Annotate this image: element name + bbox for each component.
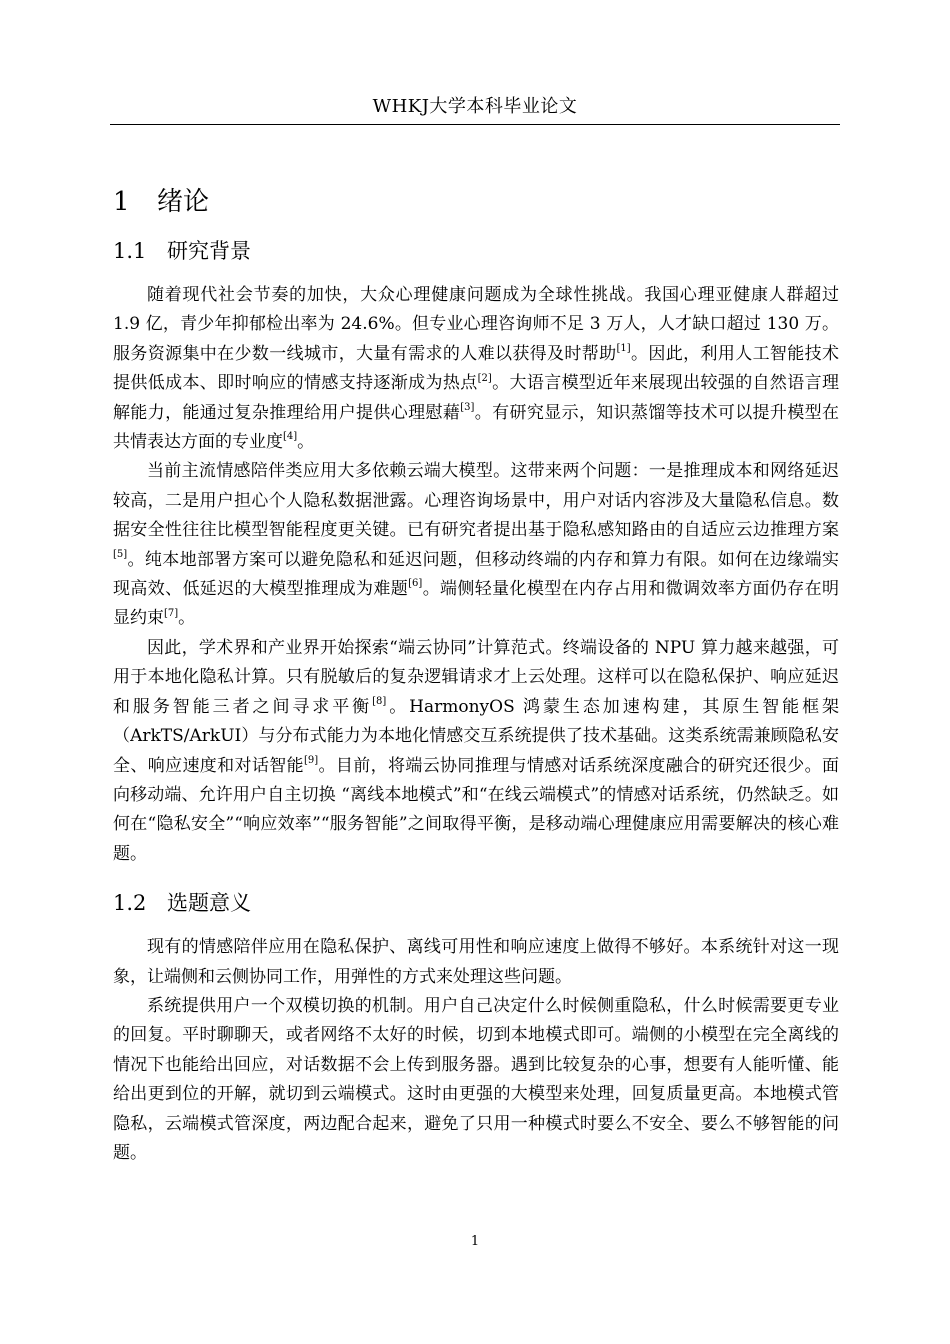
section-heading-1-2 — [113, 885, 839, 921]
page-number: 1 — [470, 1234, 480, 1249]
citation: [1] — [616, 343, 631, 355]
citation: [5] — [113, 549, 128, 560]
citation: [4] — [283, 431, 298, 443]
section-title: 选题意义 — [167, 891, 251, 916]
citation: [6] — [408, 578, 423, 590]
paragraph: 系统提供用户一个双模切换的机制。用户自己决定什么时候侧重隐私，什么时候需要更专业的回复。平时聊聊天，或者网络不太好的时候，切到本地模式即可。端侧的小模型在完全离线的情况下也能给出回应，对话数据不会上传到服务器。遇到比较复杂的心事，想要有人能听懂、能给出更到位的开解，就切到云端模式。这时由更强的大模型来处理，回复质量更高。本地模式管隐私，云端模式管深度，两边配合起来，避免了只用一种模式时要么不安全、要么不够智能的问题。 — [113, 995, 839, 1163]
citation: [2] — [477, 372, 492, 384]
citation: [9] — [303, 754, 319, 766]
page-body — [113, 180, 839, 1168]
paragraph: 现有的情感陪伴应用在隐私保护、离线可用性和响应速度上做得不够好。本系统针对这一现象，让端侧和云侧协同工作，用弹性的方式来处理这些问题。 — [113, 937, 839, 987]
paragraph: 随着现代社会节奏的加快，大众心理健康问题成为全球性挑战。我国心理亚健康人群超过 1.9 亿，青少年抑郁检出率为 24.6%。但专业心理咨询师不足 3 万人，人才缺口超过 130 万。服务资源集中在少数一线城市，大量有需求的人难以获得及时帮助[1]。因此，利用人工智能技术提供低成本、即时响应的情感支持逐渐成为热点[2]。大语言模型近年来展现出较强的自然语言理解能力，能通过复杂推理给用户提供心理慰藉[3]。有研究显示，知识蒸馏等技术可以提升模型在共情表达方面的专业度[4]。 — [113, 285, 840, 453]
citation: [3] — [460, 401, 475, 413]
chapter-title: 绪论 — [157, 187, 210, 217]
chapter-heading — [113, 180, 839, 224]
section-heading-1-1 — [113, 233, 839, 269]
section-number: 1.2 — [113, 891, 147, 916]
citation: [7] — [164, 607, 179, 619]
section-number: 1.1 — [113, 239, 147, 263]
paragraph: 当前主流情感陪伴类应用大多依赖云端大模型。这带来两个问题：一是推理成本和网络延迟较高，二是用户担心个人隐私数据泄露。心理咨询场景中，用户对话内容涉及大量隐私信息。数据安全性往往比模型智能程度更关键。已有研究者提出基于隐私感知路由的自适应云边推理方案[5]。纯本地部署方案可以避免隐私和延迟问题，但移动终端的内存和算力有限。如何在边缘端实现高效、低延迟的大模型推理成为难题[6]。端侧轻量化模型在内存占用和微调效率方面仍存在明显约束[7]。 — [113, 461, 840, 629]
header-rule — [110, 124, 840, 125]
section-title: 研究背景 — [167, 239, 251, 263]
chapter-number: 1 — [113, 187, 130, 217]
citation: [8] — [372, 696, 387, 708]
page-header: WHKJ大学本科毕业论文 — [372, 96, 578, 117]
paragraph: 因此，学术界和产业界开始探索“端云协同”计算范式。终端设备的 NPU 算力越来越强，可用于本地化隐私计算。只有脱敏后的复杂逻辑请求才上云处理。这样可以在隐私保护、响应延迟和服务智能三者之间寻求平衡[8]。HarmonyOS 鸿蒙生态加速构建，其原生智能框架（ArkTS/ArkUI）与分布式能力为本地化情感交互系统提供了技术基础。这类系统需兼顾隐私安全、响应速度和对话智能[9]。目前，将端云协同推理与情感对话系统深度融合的研究还很少。面向移动端、允许用户自主切换 “离线本地模式”和“在线云端模式”的情感对话系统，仍然缺乏。如何在“隐私安全”“响应效率”“服务智能”之间取得平衡，是移动端心理健康应用需要解决的核心难题。 — [113, 637, 840, 864]
